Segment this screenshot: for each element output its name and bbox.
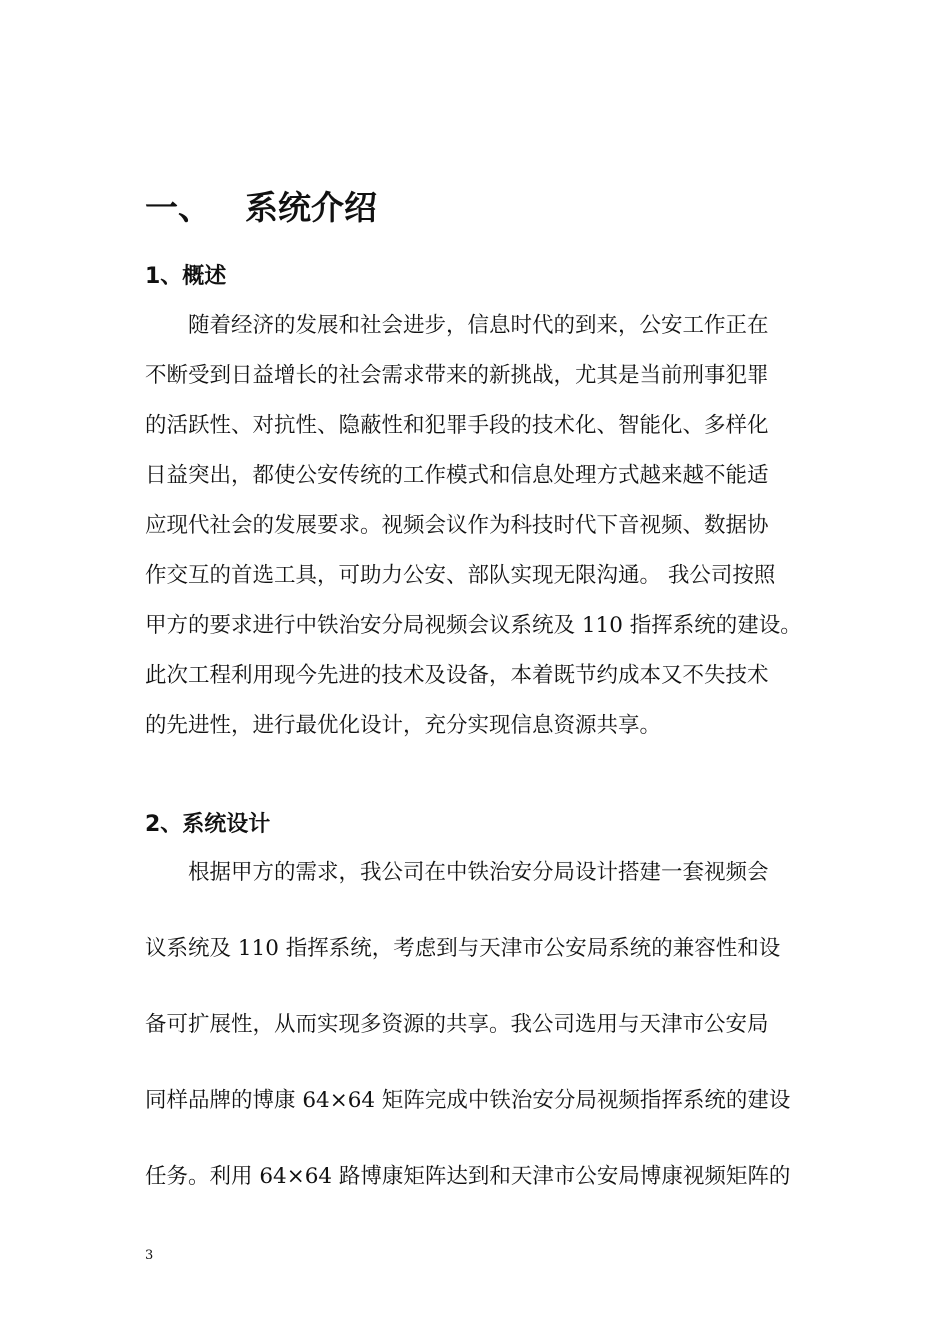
paragraph-line: 备可扩展性，从而实现多资源的共享。我公司选用与天津市公安局 [145, 1012, 769, 1037]
section-heading-overview: 1、概述 [145, 264, 227, 289]
paragraph-line: 作交互的首选工具，可助力公安、部队实现无限沟通。 我公司按照 [145, 563, 776, 588]
paragraph-line: 同样品牌的博康 64×64 矩阵完成中铁治安分局视频指挥系统的建设 [145, 1088, 791, 1113]
paragraph-line: 甲方的要求进行中铁治安分局视频会议系统及 110 指挥系统的建设。 [145, 613, 802, 638]
paragraph-line: 日益突出，都使公安传统的工作模式和信息处理方式越来越不能适 [145, 463, 769, 488]
paragraph-line: 的先进性，进行最优化设计，充分实现信息资源共享。 [145, 713, 662, 738]
paragraph-line: 的活跃性、对抗性、隐蔽性和犯罪手段的技术化、智能化、多样化 [145, 413, 769, 438]
section-heading-system-design: 2、系统设计 [145, 812, 271, 837]
paragraph-line: 不断受到日益增长的社会需求带来的新挑战，尤其是当前刑事犯罪 [145, 363, 769, 388]
paragraph-line: 议系统及 110 指挥系统，考虑到与天津市公安局系统的兼容性和设 [145, 936, 781, 961]
chapter-title: 系统介绍 [245, 187, 377, 227]
chapter-number: 一、 [145, 187, 211, 227]
page-number: 3 [145, 1248, 154, 1263]
paragraph-line: 随着经济的发展和社会进步，信息时代的到来，公安工作正在 [188, 313, 769, 338]
paragraph-line: 此次工程利用现今先进的技术及设备，本着既节约成本又不失技术 [145, 663, 769, 688]
paragraph-line: 应现代社会的发展要求。视频会议作为科技时代下音视频、数据协 [145, 513, 769, 538]
chapter-heading [145, 180, 377, 230]
paragraph-line: 任务。利用 64×64 路博康矩阵达到和天津市公安局博康视频矩阵的 [145, 1164, 791, 1189]
paragraph-line: 根据甲方的需求，我公司在中铁治安分局设计搭建一套视频会 [188, 860, 769, 885]
